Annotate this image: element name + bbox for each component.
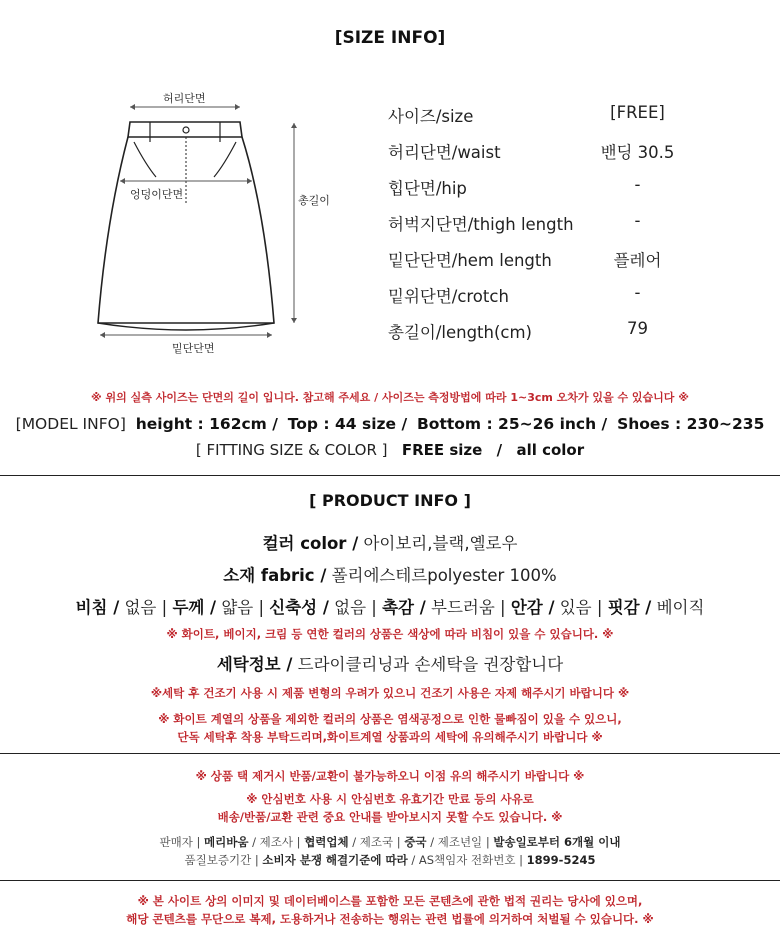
wash-label: 세탁정보 / (216, 655, 293, 674)
fitting-size: FREE size (401, 441, 483, 459)
maker-label: / 제조사 | (252, 835, 301, 849)
divider (0, 475, 780, 476)
size-row-label: 밑단단면/hem length (388, 251, 552, 270)
size-notice: ※ 위의 실측 사이즈는 단면의 길이 입니다. 참고해 주세요 / 사이즈는 측정방법에 따라 1~3cm 오차가 있을 수 있습니다 ※ (91, 391, 689, 404)
date-label: / 제조년일 | (430, 835, 490, 849)
fabric-label: 소재 fabric / (223, 566, 327, 585)
dye-notice-1: ※ 화이트 계열의 상품을 제외한 컬러의 상품은 염색공정으로 인한 물빠짐이 있을 수 있으니, (158, 712, 622, 726)
dye-notice-2: 단독 세탁후 착용 부탁드리며,화이트계열 상품과의 세탁에 유의해주시기 바랍니다 ※ (177, 730, 603, 744)
attr-value: 얇음 (221, 598, 254, 617)
fitting-line (0, 441, 780, 459)
diagram-hip-label: 엉덩이단면 (130, 188, 184, 201)
product-fabric-line (0, 562, 780, 586)
attr-name: 두께 / (172, 598, 217, 617)
skirt-illustration (90, 85, 350, 355)
model-info-line (0, 415, 780, 433)
color-label: 컬러 color / (262, 534, 359, 553)
seller-info-line (0, 834, 780, 850)
sheer-notice: ※ 화이트, 베이지, 크림 등 연한 컬러의 상품은 색상에 따라 비침이 있을 수 있습니다. ※ (166, 627, 614, 641)
copyright-notice-2: 해당 콘텐츠를 무단으로 복제, 도용하거나 전송하는 행위는 관련 법률에 의거하여 처벌될 수 있습니다. ※ (126, 912, 654, 926)
skirt-diagram (90, 85, 350, 355)
size-info-title: [SIZE INFO] (334, 28, 446, 48)
date-value: 발송일로부터 6개월 이내 (493, 835, 621, 849)
model-bottom: Bottom : 25~26 inch / (416, 415, 608, 433)
fitting-sep: / (496, 441, 503, 459)
model-info-label: [MODEL INFO] (15, 415, 126, 433)
fabric-value: 폴리에스테르polyester 100% (331, 566, 557, 585)
size-row-label: 밑위단면/crotch (388, 287, 509, 306)
divider (0, 880, 780, 881)
warranty-label: 품질보증기간 | (184, 853, 259, 867)
size-row-label: 사이즈/size (388, 107, 474, 126)
copyright-notice-1: ※ 본 사이트 상의 이미지 및 데이터베이스를 포함한 모든 콘텐츠에 관한 법적 권리는 당사에 있으며, (137, 894, 643, 908)
model-shoes: Shoes : 230~235 (617, 415, 765, 433)
product-info-title: [ PRODUCT INFO ] (309, 491, 471, 510)
size-row-value: 79 (627, 319, 648, 338)
attr-value: 있음 (559, 598, 592, 617)
maker-value: 협력업체 (304, 835, 349, 849)
seller-label: 판매자 | (159, 835, 201, 849)
dryer-notice: ※세탁 후 건조기 사용 시 제품 변형의 우려가 있으니 건조기 사용은 자제 해주시기 바랍니다 ※ (150, 686, 630, 700)
tag-policy-notice: ※ 상품 택 제거시 반품/교환이 불가능하오니 이점 유의 해주시기 바랍니다 ※ (195, 769, 585, 783)
size-row-value: 밴딩 30.5 (600, 143, 675, 162)
model-top: Top : 44 size / (287, 415, 408, 433)
attr-separator: | (371, 598, 377, 617)
wash-line (0, 651, 780, 675)
product-attributes-line (0, 594, 780, 618)
attr-value: 베이직 (656, 598, 705, 617)
product-color-line (0, 530, 780, 554)
size-row-label: 허리단면/waist (388, 143, 501, 162)
attr-name: 안감 / (510, 598, 555, 617)
divider (0, 753, 780, 754)
size-row-label: 허벅지단면/thigh length (388, 215, 574, 234)
safe-number-notice-2: 배송/반품/교환 관련 중요 안내를 받아보시지 못할 수도 있습니다. ※ (217, 810, 563, 824)
color-value: 아이보리,블랙,옐로우 (363, 534, 518, 553)
country-value: 중국 (404, 835, 427, 849)
attr-name: 비침 / (75, 598, 120, 617)
attr-value: 부드러움 (431, 598, 495, 617)
attr-value: 없음 (334, 598, 367, 617)
attr-name: 촉감 / (382, 598, 426, 617)
size-row-label: 힙단면/hip (388, 179, 467, 198)
as-label: / AS책임자 전화번호 | (411, 853, 524, 867)
attr-value: 없음 (124, 598, 157, 617)
attr-name: 신축성 / (269, 598, 329, 617)
attr-separator: | (500, 598, 506, 617)
size-row-value: - (634, 175, 641, 194)
diagram-waist-label: 허리단면 (163, 92, 206, 105)
attr-separator: | (161, 598, 168, 617)
model-height: height : 162cm / (135, 415, 278, 433)
size-row-value: [FREE] (610, 103, 665, 122)
country-label: / 제조국 | (352, 835, 401, 849)
warranty-value: 소비자 분쟁 해결기준에 따라 (262, 853, 408, 867)
size-row-label: 총길이/length(cm) (388, 323, 532, 342)
safe-number-notice-1: ※ 안심번호 사용 시 안심번호 유효기간 만료 등의 사유로 (246, 792, 534, 806)
size-row-value: - (634, 283, 641, 302)
attr-name: 핏감 / (607, 598, 652, 617)
seller-value: 메리바움 (204, 835, 249, 849)
as-phone: 1899-5245 (526, 853, 596, 867)
size-row-value: 플레어 (613, 251, 662, 270)
diagram-length-label: 총길이 (298, 194, 330, 207)
diagram-hem-label: 밑단단면 (172, 342, 215, 355)
warranty-info-line (0, 852, 780, 868)
size-row-value: - (634, 211, 641, 230)
attr-separator: | (596, 598, 603, 617)
fitting-color: all color (516, 441, 585, 459)
wash-value: 드라이클리닝과 손세탁을 권장합니다 (297, 655, 564, 674)
fitting-label: [ FITTING SIZE & COLOR ] (195, 441, 388, 459)
attr-separator: | (258, 598, 265, 617)
